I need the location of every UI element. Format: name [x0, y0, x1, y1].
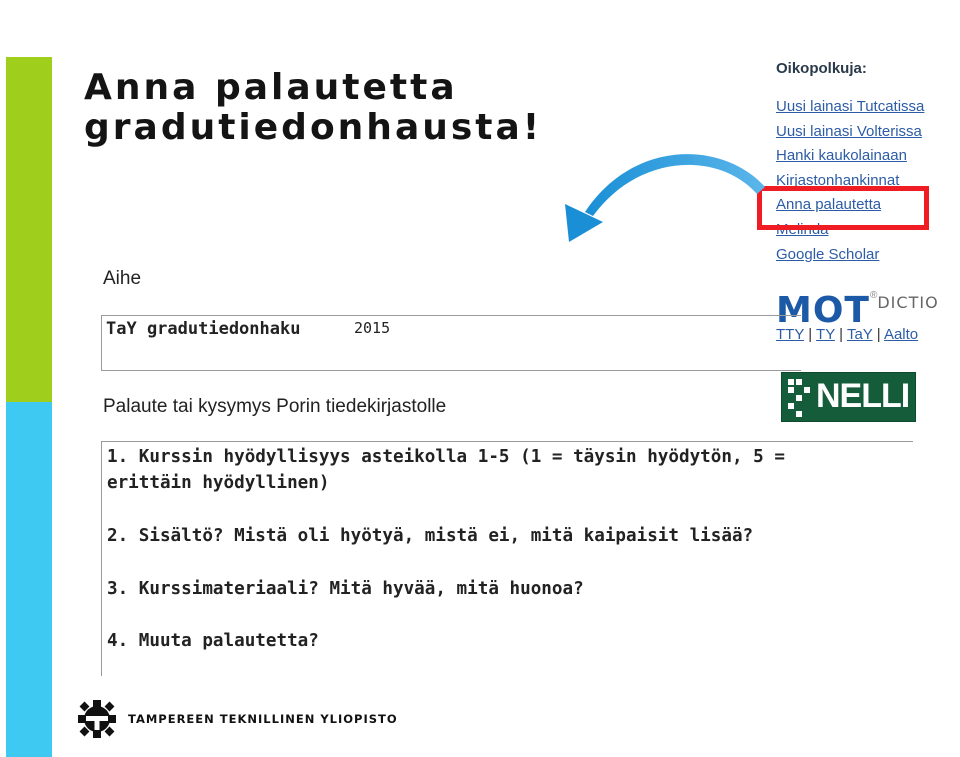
university-name: TAMPEREEN TEKNILLINEN YLIOPISTO	[128, 712, 398, 726]
shortcut-panel	[776, 60, 960, 267]
nelli-square	[796, 379, 802, 385]
shortcut-link-renew-volter[interactable]: Uusi lainasi Volterissa	[776, 122, 922, 140]
nelli-square	[804, 387, 810, 393]
link-separator: |	[876, 326, 881, 343]
subject-year: 2015	[354, 319, 391, 337]
nelli-square	[796, 411, 802, 417]
shortcuts-heading: Oikopolkuja:	[776, 60, 867, 77]
link-separator: |	[839, 326, 844, 343]
highlight-box	[757, 186, 929, 230]
dictionary-link-ty[interactable]: TY	[816, 326, 835, 343]
curved-arrow-icon	[555, 142, 775, 247]
dictionary-link-aalto[interactable]: Aalto	[883, 326, 919, 343]
shortcut-link-interlibrary-loan[interactable]: Hanki kaukolainaan	[776, 147, 907, 165]
nelli-square	[788, 403, 794, 409]
shortcut-link-google-scholar[interactable]: Google Scholar	[776, 245, 880, 263]
slide-title: Anna palautetta gradutiedonhausta!	[84, 67, 543, 148]
dictionary-link-tay[interactable]: TaY	[846, 326, 873, 343]
nelli-logo[interactable]	[781, 372, 916, 422]
feedback-textarea[interactable]	[101, 441, 913, 676]
feedback-label: Palaute tai kysymys Porin tiedekirjastolle	[103, 396, 447, 417]
nelli-square	[796, 395, 802, 401]
dictionary-link-tty[interactable]: TTY	[776, 326, 805, 343]
feedback-line: erittäin hyödyllinen)	[107, 473, 330, 493]
subject-label: Aihe	[103, 268, 142, 289]
mot-dictionary-text: DICTIO	[877, 293, 939, 312]
feedback-line: 2. Sisältö? Mistä oli hyötyä, mistä ei, mitä kaipaisit lisää?	[107, 526, 754, 546]
nelli-logo-text: NELLI	[816, 377, 910, 415]
accent-bar-green	[6, 57, 52, 402]
feedback-line: 1. Kurssin hyödyllisyys asteikolla 1-5 (1 = täysin hyödytön, 5 =	[107, 447, 785, 467]
shortcut-link-renew-tutcat[interactable]: Uusi lainasi Tutcatissa	[776, 98, 925, 115]
nelli-square	[788, 387, 794, 393]
subject-input[interactable]	[101, 315, 801, 371]
feedback-line: 4. Muuta palautetta?	[107, 631, 319, 651]
shortcut-link-acquisitions[interactable]: Kirjastonhankinnat	[776, 171, 900, 189]
subject-value: TaY gradutiedonhaku	[106, 319, 301, 339]
accent-bar-blue	[6, 402, 52, 757]
mot-logo-text: MOT	[776, 290, 870, 331]
shortcut-link-give-feedback[interactable]: Anna palautetta	[776, 196, 882, 214]
feedback-line: 3. Kurssimateriaali? Mitä hyvää, mitä huonoa?	[107, 579, 584, 599]
nelli-square	[788, 379, 794, 385]
shortcut-link-melinda[interactable]: Melinda	[776, 220, 829, 238]
university-logo-icon	[76, 698, 118, 740]
link-separator: |	[808, 326, 813, 343]
registered-icon: ®	[869, 290, 878, 301]
